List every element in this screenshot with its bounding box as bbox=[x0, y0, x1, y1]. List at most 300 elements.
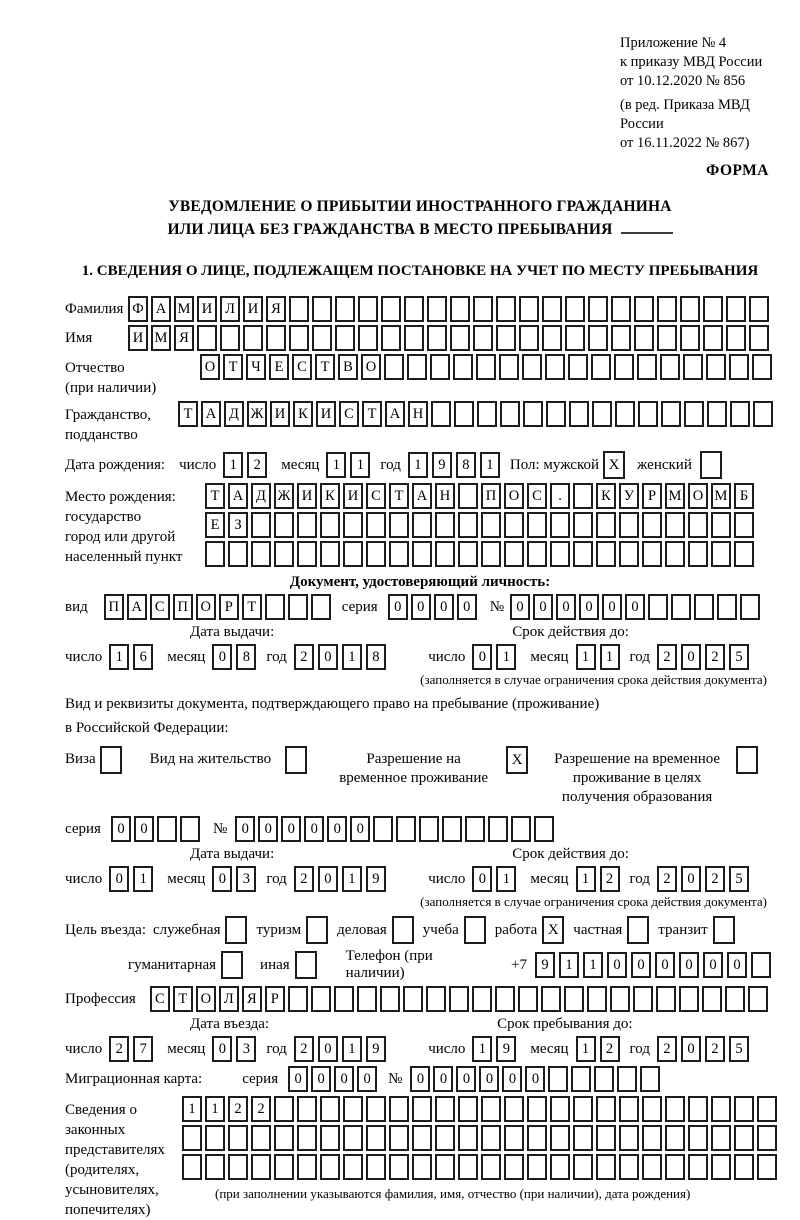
month-label: месяц bbox=[530, 870, 569, 887]
form-cell: 2 bbox=[294, 866, 314, 892]
form-cell: 1 bbox=[472, 1036, 492, 1062]
form-cell: П bbox=[481, 483, 501, 509]
day-label: число bbox=[428, 870, 466, 887]
birthplace-field-row2[interactable] bbox=[205, 512, 757, 538]
form-cell: М bbox=[174, 296, 194, 322]
form-title-line1: УВЕДОМЛЕНИЕ О ПРИБЫТИИ ИНОСТРАННОГО ГРАЖДАНИНА bbox=[168, 198, 672, 215]
identity-issue-year[interactable] bbox=[294, 644, 390, 670]
year-label: год bbox=[266, 648, 287, 665]
birth-day-field[interactable] bbox=[223, 452, 271, 478]
form-cell: Т bbox=[389, 483, 409, 509]
form-cell bbox=[499, 354, 519, 380]
residence-doc-options bbox=[65, 746, 775, 807]
form-cell bbox=[481, 1125, 501, 1151]
form-cell: 2 bbox=[600, 1036, 620, 1062]
form-cell: С bbox=[366, 483, 386, 509]
form-cell bbox=[312, 296, 332, 322]
form-cell bbox=[740, 594, 760, 620]
purpose-study bbox=[423, 916, 486, 944]
form-cell bbox=[320, 1125, 340, 1151]
purpose-study-label: учеба bbox=[422, 921, 459, 938]
purpose-transit-checkbox[interactable] bbox=[713, 916, 735, 944]
visa-checkbox[interactable] bbox=[100, 746, 122, 774]
form-cell bbox=[373, 816, 393, 842]
purpose-work-checkbox[interactable]: X bbox=[542, 916, 564, 944]
residence-valid-month[interactable] bbox=[576, 866, 624, 892]
form-cell: А bbox=[412, 483, 432, 509]
form-cell bbox=[228, 1125, 248, 1151]
purpose-tourism-checkbox[interactable] bbox=[306, 916, 328, 944]
representatives-label-line: (родителях, bbox=[65, 1162, 140, 1178]
form-title-line2 bbox=[65, 218, 775, 241]
form-cell: Т bbox=[315, 354, 335, 380]
form-cell: О bbox=[200, 354, 220, 380]
form-cell bbox=[665, 541, 685, 567]
residence-valid-date bbox=[428, 866, 753, 892]
entry-date-heading: Дата въезда: bbox=[190, 1016, 270, 1032]
form-cell: К bbox=[293, 401, 313, 427]
form-cell bbox=[688, 541, 708, 567]
form-cell bbox=[458, 541, 478, 567]
birthplace-field-row3[interactable] bbox=[205, 541, 757, 567]
form-cell: 7 bbox=[133, 1036, 153, 1062]
form-cell: 2 bbox=[109, 1036, 129, 1062]
form-cell bbox=[568, 354, 588, 380]
form-cell: Л bbox=[220, 296, 240, 322]
form-cell bbox=[753, 401, 773, 427]
form-cell bbox=[266, 325, 286, 351]
form-cell bbox=[541, 986, 561, 1012]
form-cell bbox=[274, 1096, 294, 1122]
form-cell bbox=[519, 325, 539, 351]
purpose-humanitarian bbox=[128, 951, 243, 979]
form-cell: 1 bbox=[342, 866, 362, 892]
form-cell bbox=[657, 325, 677, 351]
form-cell: А bbox=[385, 401, 405, 427]
form-cell bbox=[546, 401, 566, 427]
representatives-field-row3[interactable] bbox=[182, 1154, 780, 1180]
given-name-field[interactable] bbox=[128, 325, 772, 351]
residence-series-field[interactable] bbox=[111, 816, 203, 842]
form-cell: 1 bbox=[576, 1036, 596, 1062]
purpose-business-checkbox[interactable] bbox=[392, 916, 414, 944]
form-cell: А bbox=[127, 594, 147, 620]
form-cell: 0 bbox=[212, 1036, 232, 1062]
purpose-humanitarian-checkbox[interactable] bbox=[221, 951, 243, 979]
residence-doc-note: (заполняется в случае ограничения срока действия документа) bbox=[420, 894, 767, 909]
form-cell: 1 bbox=[583, 952, 603, 978]
phone-field[interactable] bbox=[535, 952, 775, 978]
form-cell: 2 bbox=[705, 644, 725, 670]
form-cell: 9 bbox=[366, 1036, 386, 1062]
stay-month[interactable] bbox=[576, 1036, 624, 1062]
forma-label: ФОРМА bbox=[705, 162, 769, 179]
form-cell bbox=[297, 1125, 317, 1151]
patronymic-field[interactable] bbox=[200, 354, 775, 380]
visit-purpose-label: Цель въезда: bbox=[65, 921, 146, 938]
form-cell bbox=[523, 401, 543, 427]
form-cell: 0 bbox=[434, 594, 454, 620]
form-cell: 9 bbox=[496, 1036, 516, 1062]
form-cell: 9 bbox=[535, 952, 555, 978]
birth-year-field[interactable] bbox=[408, 452, 504, 478]
form-cell bbox=[619, 512, 639, 538]
residence-issue-day[interactable] bbox=[109, 866, 157, 892]
migration-card-label: Миграционная карта: bbox=[65, 1070, 203, 1087]
form-cell: 1 bbox=[109, 644, 129, 670]
visit-purpose-row2 bbox=[128, 948, 775, 982]
form-cell: 8 bbox=[366, 644, 386, 670]
residence-permit-checkbox[interactable] bbox=[285, 746, 307, 774]
representatives-field-row2[interactable] bbox=[182, 1125, 780, 1151]
form-cell: И bbox=[343, 483, 363, 509]
form-cell bbox=[504, 1125, 524, 1151]
form-cell: О bbox=[196, 594, 216, 620]
form-cell bbox=[734, 1125, 754, 1151]
form-cell bbox=[569, 401, 589, 427]
entry-month[interactable] bbox=[212, 1036, 260, 1062]
form-cell bbox=[596, 1154, 616, 1180]
form-cell bbox=[366, 512, 386, 538]
form-cell bbox=[657, 296, 677, 322]
form-cell bbox=[157, 816, 177, 842]
form-cell bbox=[707, 401, 727, 427]
form-cell bbox=[458, 1125, 478, 1151]
gender-male-checkbox[interactable]: X bbox=[603, 451, 625, 479]
form-cell: 0 bbox=[457, 594, 477, 620]
form-cell: 0 bbox=[288, 1066, 308, 1092]
form-cell bbox=[453, 354, 473, 380]
form-cell: Т bbox=[178, 401, 198, 427]
form-cell bbox=[454, 401, 474, 427]
day-label: число bbox=[65, 870, 103, 887]
profession-row bbox=[65, 986, 775, 1012]
form-cell bbox=[665, 512, 685, 538]
temporary-residence-education-label: Разрешение на временное проживание в целях получения образования bbox=[554, 751, 721, 805]
form-cell bbox=[573, 512, 593, 538]
form-cell bbox=[274, 1154, 294, 1180]
form-cell: 0 bbox=[111, 816, 131, 842]
purpose-official-label: служебная bbox=[152, 921, 221, 938]
form-cell: 2 bbox=[600, 866, 620, 892]
form-cell bbox=[251, 541, 271, 567]
form-cell bbox=[545, 354, 565, 380]
purpose-tourism bbox=[256, 916, 328, 944]
form-cell bbox=[702, 986, 722, 1012]
year-label: год bbox=[266, 870, 287, 887]
doc-number-field[interactable] bbox=[510, 594, 763, 620]
birthplace-field-row1[interactable] bbox=[205, 483, 757, 509]
form-cell bbox=[311, 594, 331, 620]
form-cell bbox=[518, 986, 538, 1012]
entry-year[interactable] bbox=[294, 1036, 390, 1062]
form-cell bbox=[343, 1154, 363, 1180]
form-cell: 0 bbox=[472, 866, 492, 892]
month-label: месяц bbox=[530, 648, 569, 665]
form-cell bbox=[205, 1125, 225, 1151]
form-cell: 0 bbox=[327, 816, 347, 842]
form-cell bbox=[680, 296, 700, 322]
residence-number-field[interactable] bbox=[235, 816, 557, 842]
profession-label: Профессия bbox=[65, 990, 136, 1007]
form-cell: 2 bbox=[657, 1036, 677, 1062]
form-cell bbox=[473, 296, 493, 322]
form-cell bbox=[527, 541, 547, 567]
gender-female-label: женский bbox=[637, 456, 692, 473]
residence-issue-month[interactable] bbox=[212, 866, 260, 892]
form-cell bbox=[694, 594, 714, 620]
form-cell: С bbox=[150, 986, 170, 1012]
migration-number-label: № bbox=[388, 1070, 403, 1087]
form-cell: О bbox=[196, 986, 216, 1012]
form-cell bbox=[481, 1154, 501, 1180]
entry-dates bbox=[65, 1036, 775, 1062]
purpose-study-checkbox[interactable] bbox=[464, 916, 486, 944]
form-cell bbox=[656, 986, 676, 1012]
form-cell: 0 bbox=[357, 1066, 377, 1092]
doc-kind-field[interactable] bbox=[104, 594, 334, 620]
issue-date-heading: Дата выдачи: bbox=[190, 846, 275, 862]
residence-doc-series-row bbox=[65, 816, 775, 842]
reference-line: от 10.12.2020 № 856 bbox=[620, 73, 746, 89]
form-cell bbox=[617, 1066, 637, 1092]
form-cell: 0 bbox=[318, 644, 338, 670]
form-cell: . bbox=[550, 483, 570, 509]
residence-issue-year[interactable] bbox=[294, 866, 390, 892]
residence-series-label: серия bbox=[65, 820, 101, 837]
form-cell: 0 bbox=[472, 644, 492, 670]
form-cell bbox=[473, 325, 493, 351]
identity-issue-day[interactable] bbox=[109, 644, 157, 670]
form-cell bbox=[522, 354, 542, 380]
form-cell: 0 bbox=[727, 952, 747, 978]
form-cell bbox=[419, 816, 439, 842]
form-cell: 2 bbox=[228, 1096, 248, 1122]
form-cell: К bbox=[320, 483, 340, 509]
form-cell: О bbox=[688, 483, 708, 509]
citizenship-row bbox=[65, 401, 775, 445]
form-cell: Д bbox=[224, 401, 244, 427]
form-cell bbox=[527, 512, 547, 538]
form-cell bbox=[289, 296, 309, 322]
form-cell bbox=[297, 541, 317, 567]
birth-date-group bbox=[175, 452, 504, 478]
form-cell: 0 bbox=[134, 816, 154, 842]
form-cell bbox=[366, 1096, 386, 1122]
surname-field[interactable] bbox=[128, 296, 772, 322]
representatives-field-row1[interactable] bbox=[182, 1096, 780, 1122]
identity-valid-year[interactable] bbox=[657, 644, 753, 670]
form-cell bbox=[665, 1096, 685, 1122]
form-cell bbox=[548, 1066, 568, 1092]
stay-day[interactable] bbox=[472, 1036, 520, 1062]
form-cell bbox=[527, 1096, 547, 1122]
form-cell bbox=[426, 986, 446, 1012]
form-cell: 5 bbox=[729, 644, 749, 670]
form-cell bbox=[610, 986, 630, 1012]
form-cell: Я bbox=[266, 296, 286, 322]
form-cell: 2 bbox=[294, 644, 314, 670]
residence-valid-day[interactable] bbox=[472, 866, 520, 892]
purpose-official-checkbox[interactable] bbox=[225, 916, 247, 944]
form-cell: 3 bbox=[236, 866, 256, 892]
residence-doc-date-headings bbox=[65, 845, 775, 864]
form-cell bbox=[642, 512, 662, 538]
form-cell bbox=[477, 401, 497, 427]
form-cell bbox=[366, 1154, 386, 1180]
residence-number-label: № bbox=[212, 820, 228, 837]
form-cell bbox=[757, 1125, 777, 1151]
form-cell: 0 bbox=[334, 1066, 354, 1092]
migration-number-field[interactable] bbox=[410, 1066, 663, 1092]
form-cell bbox=[725, 986, 745, 1012]
form-cell bbox=[711, 1096, 731, 1122]
birth-month-field[interactable] bbox=[326, 452, 374, 478]
form-cell bbox=[335, 325, 355, 351]
gender-female-checkbox[interactable] bbox=[700, 451, 722, 479]
form-cell bbox=[703, 325, 723, 351]
form-cell: 0 bbox=[311, 1066, 331, 1092]
form-cell: 2 bbox=[251, 1096, 271, 1122]
form-cell: Т bbox=[205, 483, 225, 509]
representatives-label-line: Сведения о bbox=[65, 1102, 137, 1118]
form-cell: 1 bbox=[496, 866, 516, 892]
identity-valid-day[interactable] bbox=[472, 644, 520, 670]
identity-doc-dates bbox=[65, 644, 775, 670]
form-cell bbox=[573, 483, 593, 509]
form-cell bbox=[495, 986, 515, 1012]
form-cell bbox=[435, 541, 455, 567]
doc-series-label: серия bbox=[341, 598, 378, 615]
form-cell bbox=[358, 296, 378, 322]
stay-year[interactable] bbox=[657, 1036, 753, 1062]
doc-series-field[interactable] bbox=[388, 594, 480, 620]
order-reference-block bbox=[620, 34, 775, 153]
form-cell bbox=[288, 594, 308, 620]
form-cell bbox=[638, 401, 658, 427]
form-cell bbox=[465, 816, 485, 842]
form-cell bbox=[389, 1096, 409, 1122]
purpose-private-checkbox[interactable] bbox=[627, 916, 649, 944]
purpose-transit-label: транзит bbox=[658, 921, 708, 938]
form-cell bbox=[407, 354, 427, 380]
form-cell: Т bbox=[362, 401, 382, 427]
form-cell bbox=[684, 401, 704, 427]
form-cell bbox=[274, 512, 294, 538]
reference-line: (в ред. Приказа МВД России bbox=[620, 97, 750, 132]
form-cell: Я bbox=[174, 325, 194, 351]
temporary-residence-label: Разрешение на временное проживание bbox=[339, 751, 489, 786]
profession-field[interactable] bbox=[150, 986, 771, 1012]
form-cell: Р bbox=[265, 986, 285, 1012]
form-cell bbox=[703, 296, 723, 322]
residence-valid-year[interactable] bbox=[657, 866, 753, 892]
form-cell: 0 bbox=[679, 952, 699, 978]
birthplace-label-line: город или другой bbox=[65, 529, 176, 545]
form-cell: 0 bbox=[625, 594, 645, 620]
form-cell bbox=[542, 296, 562, 322]
form-title-line2-text: ИЛИ ЛИЦА БЕЗ ГРАЖДАНСТВА В МЕСТО ПРЕБЫВАНИЯ bbox=[167, 221, 613, 238]
residence-issue-date bbox=[65, 866, 390, 892]
form-cell bbox=[384, 354, 404, 380]
form-cell bbox=[591, 354, 611, 380]
purpose-private-label: частная bbox=[573, 921, 623, 938]
form-cell bbox=[412, 1154, 432, 1180]
form-cell bbox=[550, 541, 570, 567]
form-cell: Д bbox=[251, 483, 271, 509]
identity-issue-month[interactable] bbox=[212, 644, 260, 670]
form-cell: Ф bbox=[128, 296, 148, 322]
temporary-residence-checkbox[interactable]: X bbox=[506, 746, 528, 774]
citizenship-label-line1: Гражданство, bbox=[65, 407, 152, 423]
form-cell bbox=[619, 1125, 639, 1151]
phone-prefix: +7 bbox=[511, 956, 527, 973]
form-cell bbox=[642, 1154, 662, 1180]
year-label: год bbox=[629, 1040, 650, 1057]
form-cell bbox=[343, 541, 363, 567]
form-cell bbox=[550, 1125, 570, 1151]
form-cell: И bbox=[128, 325, 148, 351]
form-cell bbox=[614, 354, 634, 380]
form-cell bbox=[450, 296, 470, 322]
form-cell bbox=[205, 541, 225, 567]
entry-date-headings bbox=[65, 1015, 775, 1034]
form-cell bbox=[729, 354, 749, 380]
phone-label: Телефон (при наличии) bbox=[345, 948, 433, 981]
form-cell bbox=[228, 541, 248, 567]
form-cell bbox=[265, 594, 285, 620]
stay-until-group bbox=[428, 1036, 753, 1062]
form-cell: И bbox=[297, 483, 317, 509]
purpose-other-checkbox[interactable] bbox=[295, 951, 317, 979]
form-cell bbox=[430, 354, 450, 380]
form-cell: 0 bbox=[479, 1066, 499, 1092]
doc-kind-label: вид bbox=[65, 598, 88, 615]
form-cell: У bbox=[619, 483, 639, 509]
form-cell: С bbox=[150, 594, 170, 620]
temporary-residence-education-checkbox[interactable] bbox=[736, 746, 758, 774]
stay-until-heading: Срок пребывания до: bbox=[497, 1016, 633, 1032]
form-cell bbox=[573, 1154, 593, 1180]
entry-day[interactable] bbox=[109, 1036, 157, 1062]
form-cell bbox=[442, 816, 462, 842]
form-cell bbox=[680, 325, 700, 351]
identity-valid-month[interactable] bbox=[576, 644, 624, 670]
form-cell bbox=[389, 1125, 409, 1151]
purpose-humanitarian-label: гуманитарная bbox=[128, 956, 217, 973]
migration-series-field[interactable] bbox=[288, 1066, 380, 1092]
representatives-label-line: законных bbox=[65, 1122, 126, 1138]
form-cell bbox=[564, 986, 584, 1012]
form-cell: 0 bbox=[350, 816, 370, 842]
form-cell bbox=[748, 986, 768, 1012]
form-cell: И bbox=[243, 296, 263, 322]
form-cell bbox=[504, 512, 524, 538]
form-cell bbox=[288, 986, 308, 1012]
form-title bbox=[65, 195, 775, 241]
form-cell: П bbox=[173, 594, 193, 620]
reference-line: Приложение № 4 bbox=[620, 35, 727, 51]
form-cell: 1 bbox=[133, 866, 153, 892]
citizenship-field[interactable] bbox=[178, 401, 776, 427]
form-cell bbox=[749, 296, 769, 322]
form-cell bbox=[320, 512, 340, 538]
patronymic-label bbox=[65, 354, 200, 398]
purpose-work-label: работа bbox=[494, 921, 538, 938]
form-cell: А bbox=[151, 296, 171, 322]
form-cell bbox=[412, 1125, 432, 1151]
residence-permit-label: Вид на жительство bbox=[149, 751, 272, 767]
